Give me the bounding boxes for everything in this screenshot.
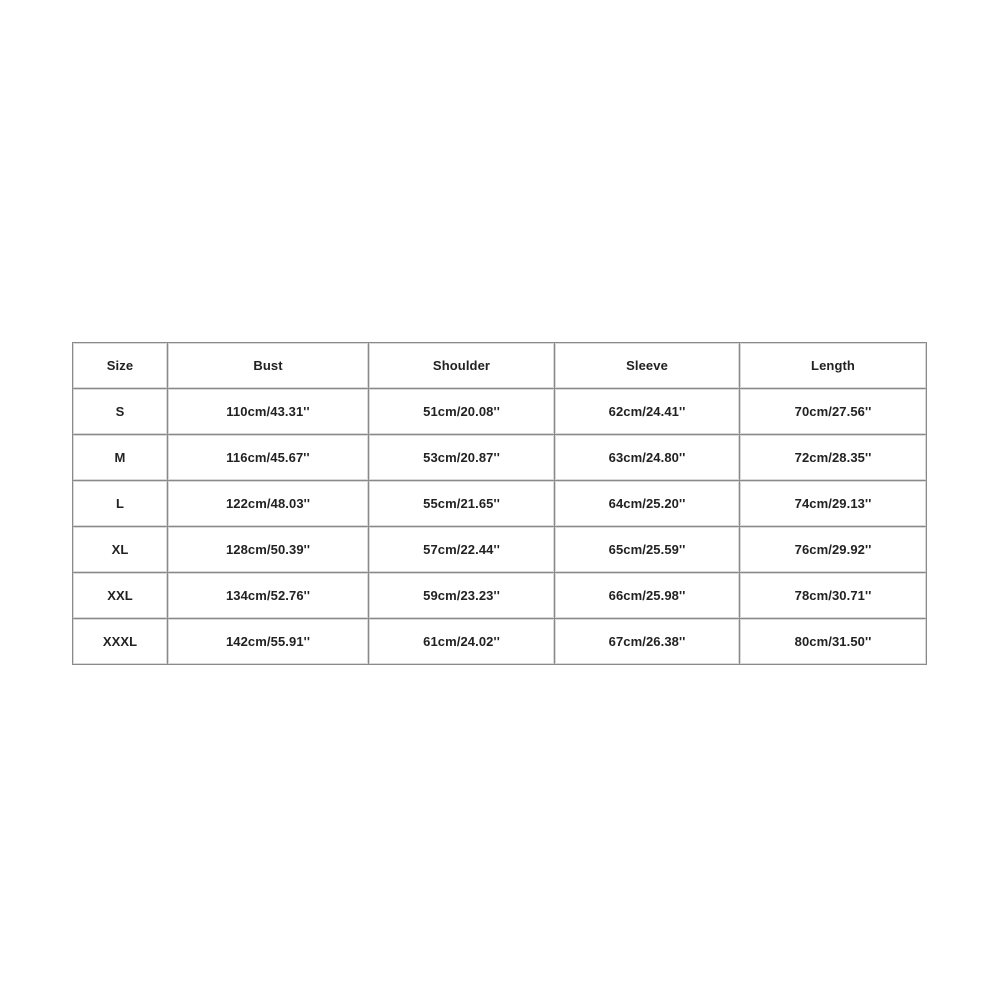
cell-bust: 122cm/48.03'' (168, 481, 369, 527)
cell-length: 80cm/31.50'' (740, 619, 927, 665)
cell-length: 72cm/28.35'' (740, 435, 927, 481)
header-bust: Bust (168, 343, 369, 389)
cell-shoulder: 61cm/24.02'' (369, 619, 555, 665)
size-chart-table (72, 342, 927, 665)
cell-sleeve: 64cm/25.20'' (555, 481, 740, 527)
cell-shoulder: 59cm/23.23'' (369, 573, 555, 619)
table-row (73, 481, 927, 527)
cell-size: M (73, 435, 168, 481)
cell-bust: 116cm/45.67'' (168, 435, 369, 481)
cell-bust: 110cm/43.31'' (168, 389, 369, 435)
cell-length: 78cm/30.71'' (740, 573, 927, 619)
cell-shoulder: 57cm/22.44'' (369, 527, 555, 573)
header-length: Length (740, 343, 927, 389)
cell-sleeve: 65cm/25.59'' (555, 527, 740, 573)
cell-shoulder: 55cm/21.65'' (369, 481, 555, 527)
table-row (73, 435, 927, 481)
cell-size: L (73, 481, 168, 527)
cell-length: 76cm/29.92'' (740, 527, 927, 573)
table-row (73, 619, 927, 665)
cell-bust: 128cm/50.39'' (168, 527, 369, 573)
header-sleeve: Sleeve (555, 343, 740, 389)
cell-length: 74cm/29.13'' (740, 481, 927, 527)
cell-bust: 134cm/52.76'' (168, 573, 369, 619)
table-row (73, 527, 927, 573)
cell-sleeve: 67cm/26.38'' (555, 619, 740, 665)
table-header-row (73, 343, 927, 389)
cell-length: 70cm/27.56'' (740, 389, 927, 435)
cell-size: XXL (73, 573, 168, 619)
cell-sleeve: 63cm/24.80'' (555, 435, 740, 481)
table-row (73, 573, 927, 619)
header-size: Size (73, 343, 168, 389)
cell-size: XL (73, 527, 168, 573)
cell-size: S (73, 389, 168, 435)
cell-sleeve: 62cm/24.41'' (555, 389, 740, 435)
header-shoulder: Shoulder (369, 343, 555, 389)
cell-sleeve: 66cm/25.98'' (555, 573, 740, 619)
cell-shoulder: 53cm/20.87'' (369, 435, 555, 481)
table-row (73, 389, 927, 435)
cell-bust: 142cm/55.91'' (168, 619, 369, 665)
cell-shoulder: 51cm/20.08'' (369, 389, 555, 435)
cell-size: XXXL (73, 619, 168, 665)
